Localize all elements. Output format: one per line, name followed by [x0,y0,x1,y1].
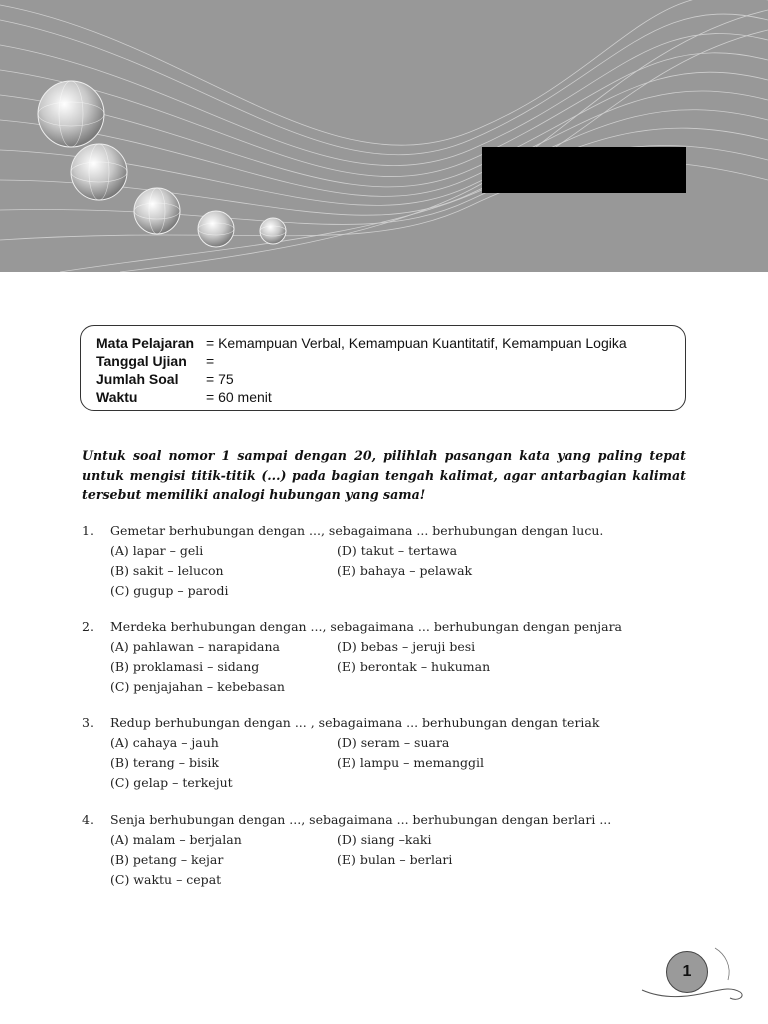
option-a: (A) malam – berjalan [110,832,242,847]
option-d: (D) seram – suara [337,735,450,750]
info-label: Tanggal Ujian [96,353,187,369]
option-b: (B) sakit – lelucon [110,563,224,578]
question-text: Senja berhubungan dengan ..., sebagaimana ... berhubungan dengan berlari ... [110,812,612,827]
option-e: (E) bulan – berlari [337,852,453,867]
option-b: (B) terang – bisik [110,755,219,770]
question-number: 2. [82,619,94,634]
info-row-subject [96,334,670,352]
option-a: (A) pahlawan – narapidana [110,639,280,654]
question-number: 1. [82,523,94,538]
option-c: (C) waktu – cepat [110,872,222,887]
info-label: Jumlah Soal [96,371,179,387]
option-c: (C) penjajahan – kebebasan [110,679,285,694]
info-value: = 75 [206,371,234,387]
info-value: = 60 menit [206,389,272,405]
question-3 [82,713,686,793]
option-d: (D) bebas – jeruji besi [337,639,476,654]
instruction-text: Untuk soal nomor 1 sampai dengan 20, pilihlah pasangan kata yang paling tepat untuk mengisi titik-titik (...) pada bagian tengah kalimat, agar antarbagian kalimat tersebut memiliki analogi hubungan yang sama! [82,448,686,502]
option-c: (C) gelap – terkejut [110,775,233,790]
page-number: 1 [666,951,708,993]
header-banner [0,0,768,272]
question-number: 4. [82,812,94,827]
info-value: = Kemampuan Verbal, Kemampuan Kuantitatif, Kemampuan Logika [206,335,627,351]
option-b: (B) petang – kejar [110,852,224,867]
decorative-curves [0,0,768,272]
option-e: (E) lampu – memanggil [337,755,485,770]
question-text: Gemetar berhubungan dengan ..., sebagaimana ... berhubungan dengan lucu. [110,523,604,538]
info-row-count [96,370,670,388]
option-a: (A) lapar – geli [110,543,204,558]
info-label: Mata Pelajaran [96,335,195,351]
question-4 [82,810,686,890]
question-text: Redup berhubungan dengan ... , sebagaimana ... berhubungan dengan teriak [110,715,600,730]
option-d: (D) takut – tertawa [337,543,458,558]
question-2 [82,617,686,697]
info-row-date [96,352,670,370]
exam-info-box [80,325,686,411]
option-e: (E) berontak – hukuman [337,659,491,674]
info-label: Waktu [96,389,138,405]
option-d: (D) siang –kaki [337,832,432,847]
redacted-title-block [482,147,686,193]
info-row-time [96,388,670,406]
option-a: (A) cahaya – jauh [110,735,219,750]
question-number: 3. [82,715,94,730]
question-1 [82,521,686,601]
info-value: = [206,353,215,369]
question-text: Merdeka berhubungan dengan ..., sebagaimana ... berhubungan dengan penjara [110,619,623,634]
option-b: (B) proklamasi – sidang [110,659,260,674]
option-c: (C) gugup – parodi [110,583,229,598]
option-e: (E) bahaya – pelawak [337,563,473,578]
glass-sphere-icons [38,81,286,247]
